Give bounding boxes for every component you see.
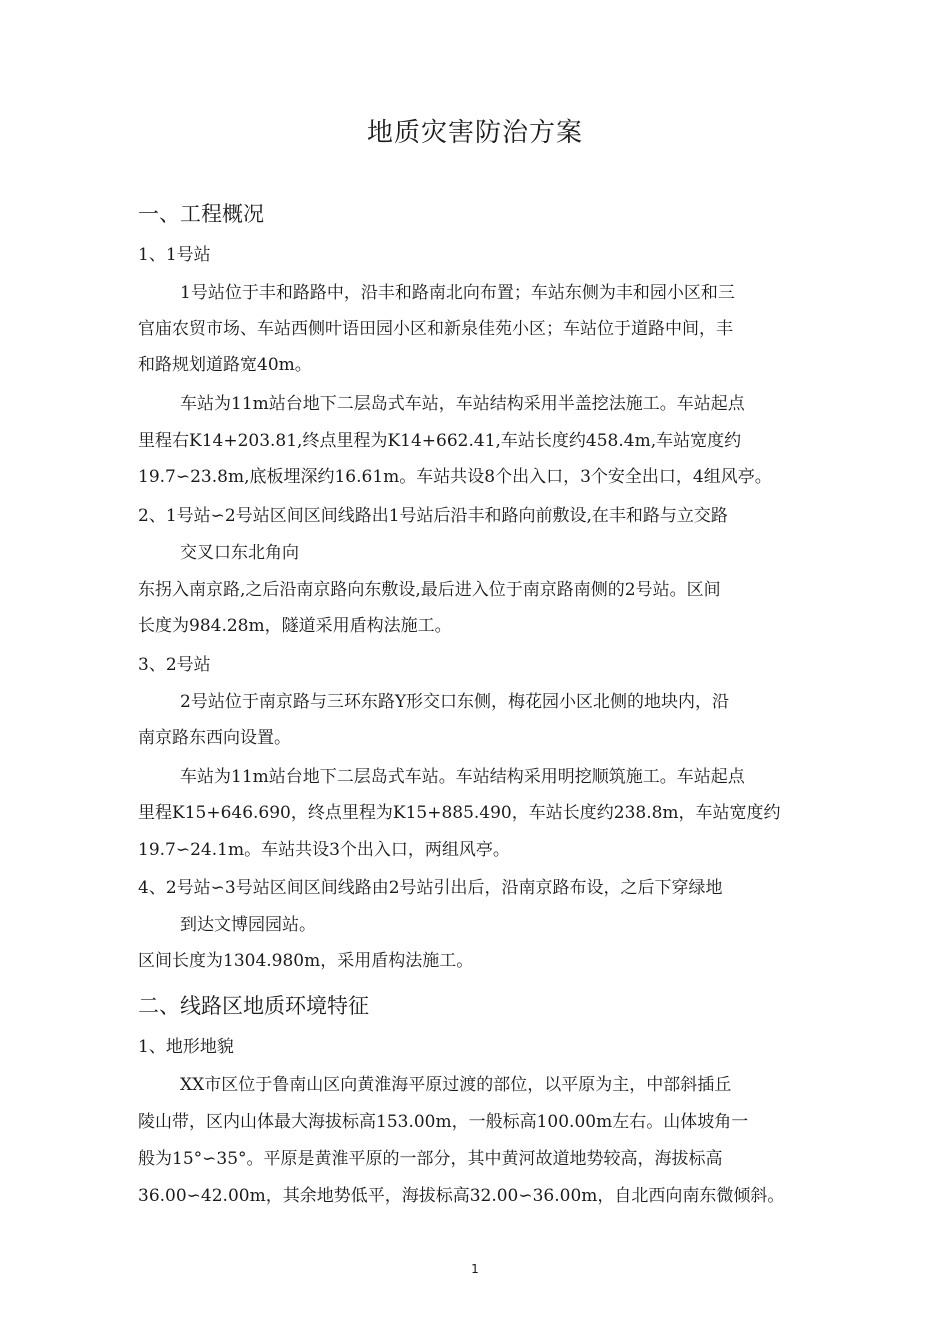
subsection-heading: 1、地形地貌 (138, 1037, 234, 1057)
document-title: 地质灾害防治方案 (366, 118, 583, 148)
paragraph-line: 和路规划道路宽40m。 (138, 355, 312, 375)
page-number: 1 (471, 1262, 479, 1276)
paragraph-line: 2、1号站∽2号站区间区间线路出1号站后沿丰和路向前敷设,在丰和路与立交路 (138, 506, 728, 526)
subsection-heading: 1、1号站 (138, 245, 211, 265)
section-heading-2: 二、线路区地质环境特征 (138, 994, 369, 1018)
subsection-heading: 3、2号站 (138, 655, 211, 675)
paragraph-line: 般为15°∽35°。平原是黄淮平原的一部分，其中黄河故道地势较高，海拔标高 (138, 1149, 723, 1169)
paragraph-line: 2号站位于南京路与三环东路Y形交口东侧，梅花园小区北侧的地块内，沿 (180, 692, 730, 712)
paragraph-line: 长度为984.28m，隧道采用盾构法施工。 (138, 616, 452, 636)
paragraph-line: 车站为11m站台地下二层岛式车站。车站结构采用明挖顺筑施工。车站起点 (180, 767, 745, 787)
paragraph-line: 4、2号站∽3号站区间区间线路由2号站引出后，沿南京路布设，之后下穿绿地 (138, 878, 723, 898)
paragraph-line: 到达文博园园站。 (180, 915, 316, 935)
paragraph-line: 车站为11m站台地下二层岛式车站，车站结构采用半盖挖法施工。车站起点 (180, 394, 745, 414)
paragraph-line: 陵山带，区内山体最大海拔标高153.00m，一般标高100.00m左右。山体坡角一 (138, 1112, 749, 1132)
paragraph-line: 1号站位于丰和路路中，沿丰和路南北向布置；车站东侧为丰和园小区和三 (180, 283, 735, 303)
paragraph-line: 南京路东西向设置。 (138, 728, 291, 748)
paragraph-line: 官庙农贸市场、车站西侧叶语田园小区和新泉佳苑小区；车站位于道路中间，丰 (138, 319, 733, 339)
paragraph-line: 交叉口东北角向 (180, 543, 299, 563)
paragraph-line: 19.7∽24.1m。车站共设3个出入口，两组风亭。 (138, 840, 510, 860)
paragraph-line: 36.00∽42.00m，其余地势低平，海拔标高32.00∽36.00m，自北西向南东微倾斜。 (138, 1186, 785, 1206)
paragraph-line: 19.7∽23.8m,底板埋深约16.61m。车站共设8个出入口，3个安全出口，4组风亭。 (138, 467, 772, 487)
paragraph-line: 区间长度为1304.980m，采用盾构法施工。 (138, 951, 474, 971)
paragraph-line: XX市区位于鲁南山区向黄淮海平原过渡的部位，以平原为主，中部斜插丘 (180, 1075, 732, 1095)
section-heading-1: 一、工程概况 (138, 202, 264, 226)
paragraph-line: 里程右K14+203.81,终点里程为K14+662.41,车站长度约458.4m,车站宽度约 (138, 431, 742, 451)
paragraph-line: 东拐入南京路,之后沿南京路向东敷设,最后进入位于南京路南侧的2号站。区间 (138, 580, 721, 600)
paragraph-line: 里程K15+646.690，终点里程为K15+885.490，车站长度约238.8m，车站宽度约 (138, 803, 781, 823)
